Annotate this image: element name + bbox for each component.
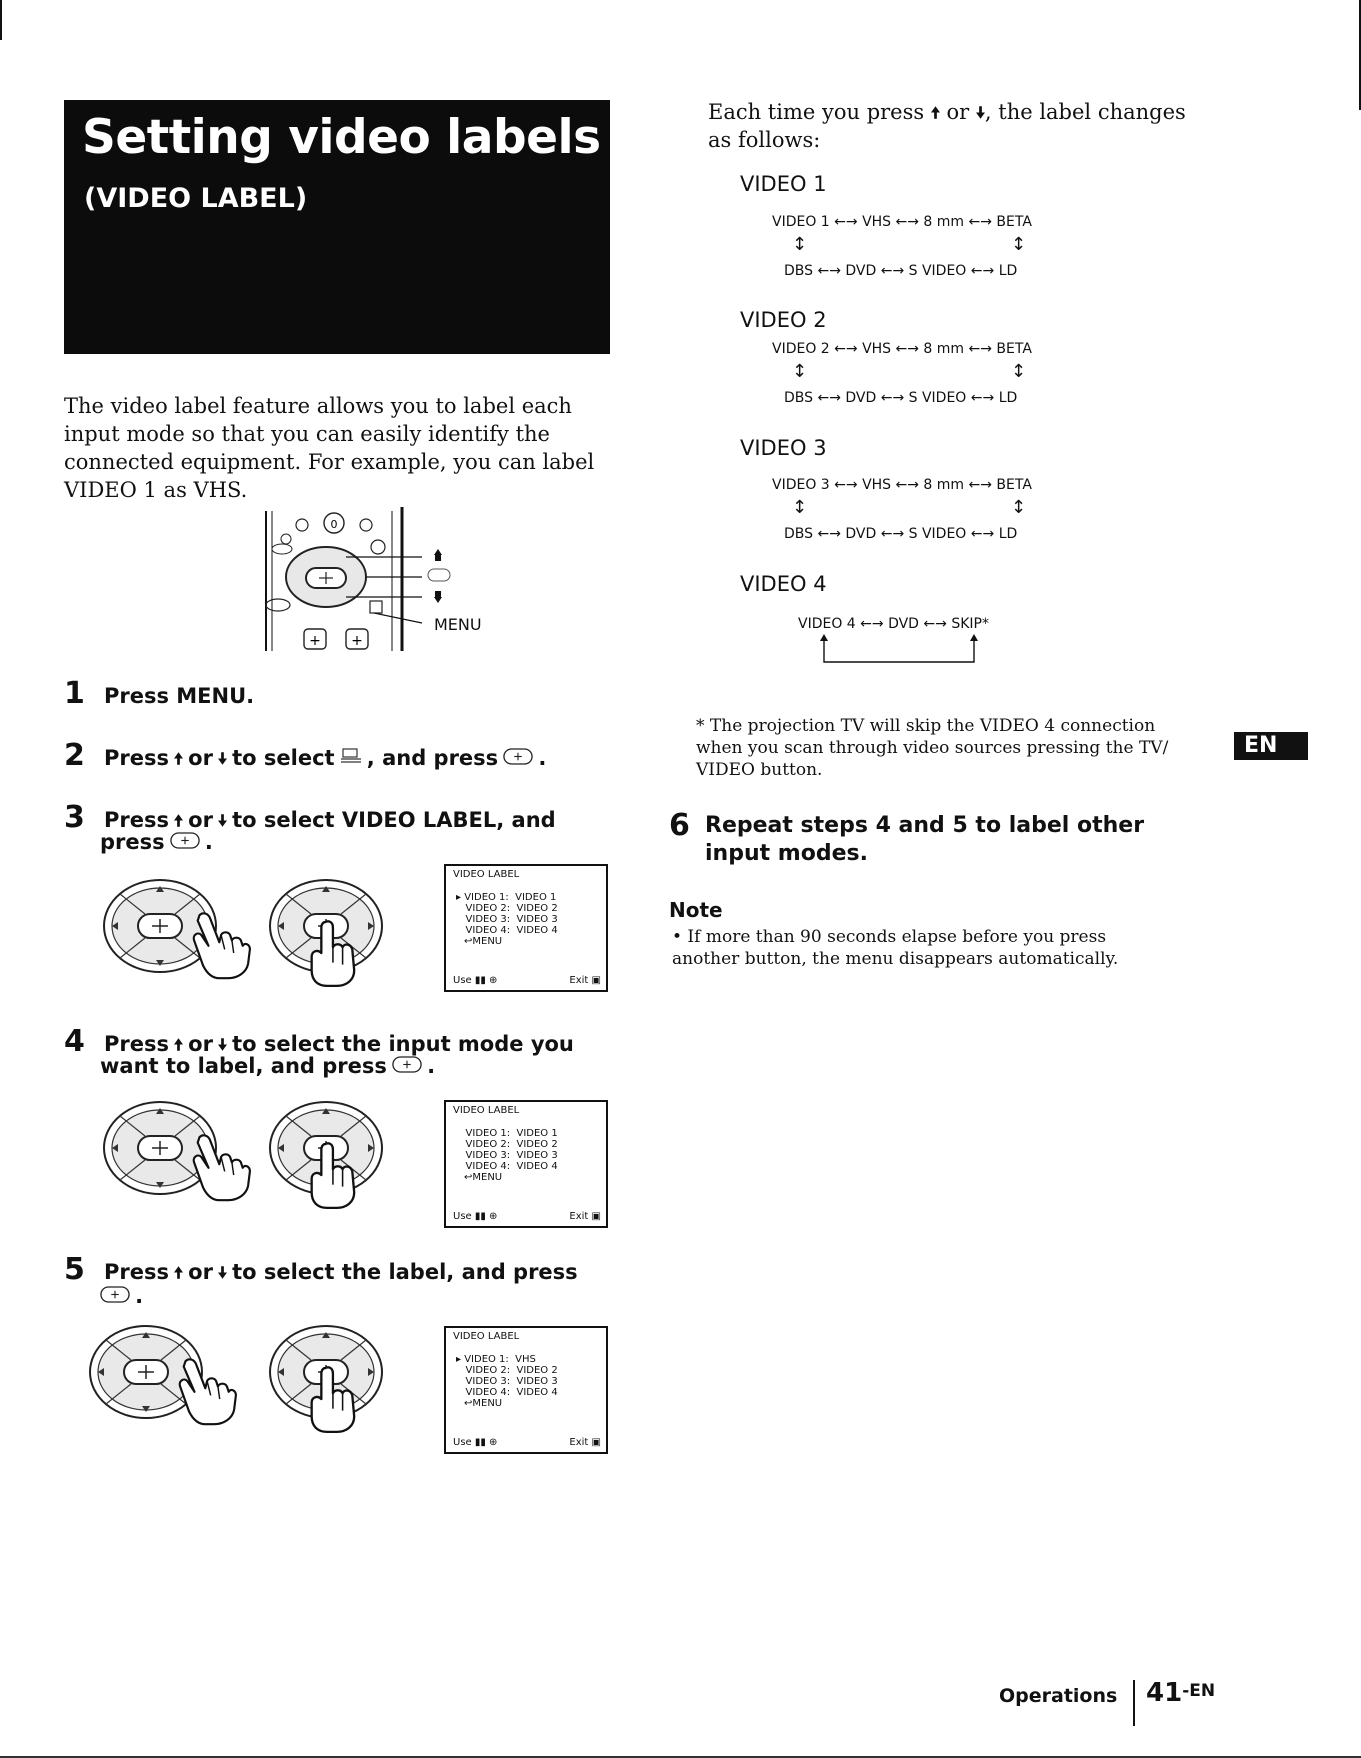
step-number: 6 bbox=[669, 808, 690, 843]
cycle-line: VIDEO 1 ←→ VHS ←→ 8 mm ←→ BETA bbox=[772, 214, 1032, 230]
cycle-heading-video-4: VIDEO 4 bbox=[740, 572, 827, 596]
cycle-line: DBS ←→ DVD ←→ S VIDEO ←→ LD bbox=[784, 526, 1018, 542]
step-text: Repeat steps 4 and 5 to label other input modes. bbox=[705, 813, 1145, 866]
down-arrow-icon bbox=[976, 106, 985, 119]
title-block bbox=[64, 100, 610, 354]
down-arrow-icon bbox=[218, 1266, 227, 1279]
label-cycle-intro: Each time you press or , the label changes as follows: bbox=[708, 100, 1186, 152]
osd-video-label-screen: VIDEO LABEL ▸ VIDEO 1: VHS VIDEO 2: VIDEO 2 VIDEO 3: VIDEO 3 VIDEO 4: VIDEO 4 ↩MENU Use ▮▮ ⊕ Exit ▣ bbox=[444, 1326, 608, 1454]
menu-button-label: MENU bbox=[434, 615, 482, 634]
enter-button-icon bbox=[170, 832, 200, 849]
down-arrow-icon bbox=[218, 814, 227, 827]
step-1 bbox=[64, 676, 254, 711]
up-arrow-icon bbox=[174, 752, 183, 765]
hand-press-icon bbox=[302, 1140, 360, 1210]
osd-video-label-screen: VIDEO LABEL VIDEO 1: VIDEO 1 VIDEO 2: VIDEO 2 VIDEO 3: VIDEO 3 VIDEO 4: VIDEO 4 ↩MENU Use ▮▮ ⊕ Exit ▣ bbox=[444, 1100, 608, 1228]
down-arrow-icon bbox=[218, 752, 227, 765]
enter-button-icon bbox=[100, 1286, 130, 1303]
up-down-arrow-icon: ↕ bbox=[1011, 361, 1027, 382]
hand-press-icon bbox=[302, 918, 360, 988]
step-number: 4 bbox=[64, 1024, 85, 1059]
intro-paragraph: The video label feature allows you to label each input mode so that you can easily identify the connected equipment. For example, you can label VIDEO 1 as VHS. bbox=[64, 394, 595, 502]
enter-button-icon bbox=[503, 748, 533, 765]
hand-push-icon bbox=[176, 1354, 240, 1426]
osd-video-label-screen: VIDEO LABEL ▸ VIDEO 1: VIDEO 1 VIDEO 2: VIDEO 2 VIDEO 3: VIDEO 3 VIDEO 4: VIDEO 4 ↩MENU Use ▮▮ ⊕ Exit ▣ bbox=[444, 864, 608, 992]
hand-push-icon bbox=[190, 908, 254, 980]
hand-press-icon bbox=[302, 1364, 360, 1434]
up-arrow-icon bbox=[174, 1266, 183, 1279]
remote-illustration bbox=[262, 505, 492, 653]
cycle-heading-video-1: VIDEO 1 bbox=[740, 172, 827, 196]
cycle-line: VIDEO 2 ←→ VHS ←→ 8 mm ←→ BETA bbox=[772, 341, 1032, 357]
up-down-arrow-icon: ↕ bbox=[1011, 234, 1027, 255]
setup-menu-icon bbox=[340, 747, 362, 765]
up-arrow-icon bbox=[174, 1038, 183, 1051]
step-number: 1 bbox=[64, 676, 85, 711]
step-5-line-2: . bbox=[100, 1282, 143, 1310]
footer-section-name: Operations bbox=[999, 1685, 1118, 1707]
cycle-heading-video-2: VIDEO 2 bbox=[740, 308, 827, 332]
down-arrow-icon bbox=[218, 1038, 227, 1051]
cycle-line: VIDEO 4 ←→ DVD ←→ SKIP* bbox=[798, 616, 989, 632]
up-arrow-icon bbox=[931, 106, 940, 119]
step-4: 4 Press or to select the input mode you bbox=[64, 1024, 574, 1059]
note-heading: Note bbox=[669, 898, 723, 922]
cycle-line: DBS ←→ DVD ←→ S VIDEO ←→ LD bbox=[784, 390, 1018, 406]
page-title: Setting video labels bbox=[82, 110, 601, 165]
hand-push-icon bbox=[190, 1130, 254, 1202]
up-down-arrow-icon: ↕ bbox=[792, 497, 808, 518]
page-subtitle: (VIDEO LABEL) bbox=[84, 183, 308, 214]
step-6 bbox=[669, 808, 1189, 868]
step-5: 5 Press or to select the label, and press bbox=[64, 1252, 578, 1287]
cycle-line: VIDEO 3 ←→ VHS ←→ 8 mm ←→ BETA bbox=[772, 477, 1032, 493]
skip-footnote: * The projection TV will skip the VIDEO 4 connection when you scan through video sources pressing the TV/ VIDEO button. bbox=[696, 716, 1169, 780]
up-arrow-icon bbox=[174, 814, 183, 827]
step-4-line-2: want to label, and press . bbox=[100, 1054, 436, 1078]
svg-text:+: + bbox=[351, 633, 363, 649]
step-number: 3 bbox=[64, 800, 85, 835]
cycle-heading-video-3: VIDEO 3 bbox=[740, 436, 827, 460]
up-down-arrow-icon: ↕ bbox=[792, 361, 808, 382]
svg-text:0: 0 bbox=[330, 518, 338, 531]
page-number: $41^{-EN}$ bbox=[1146, 1678, 1216, 1708]
up-down-arrow-icon: ↕ bbox=[792, 234, 808, 255]
step-3: 3 Press or to select VIDEO LABEL, and bbox=[64, 800, 556, 835]
cycle-line: DBS ←→ DVD ←→ S VIDEO ←→ LD bbox=[784, 263, 1018, 279]
top-left-rule bbox=[0, 0, 2, 40]
svg-text:+: + bbox=[309, 633, 321, 649]
language-badge: EN bbox=[1234, 732, 1308, 760]
step-number: 5 bbox=[64, 1252, 85, 1287]
enter-button-icon bbox=[392, 1056, 422, 1073]
up-down-arrow-icon: ↕ bbox=[1011, 497, 1027, 518]
step-text: Press MENU. bbox=[103, 684, 255, 708]
step-number: 2 bbox=[64, 738, 85, 773]
footer-divider bbox=[1133, 1680, 1135, 1726]
note-body: • If more than 90 seconds elapse before you press another button, the menu disappears automatically. bbox=[672, 927, 1119, 969]
step-2: 2 Press or to select , and press . bbox=[64, 738, 547, 773]
loop-back-arrow-icon bbox=[818, 632, 980, 668]
step-3-line-2: press . bbox=[100, 830, 213, 854]
